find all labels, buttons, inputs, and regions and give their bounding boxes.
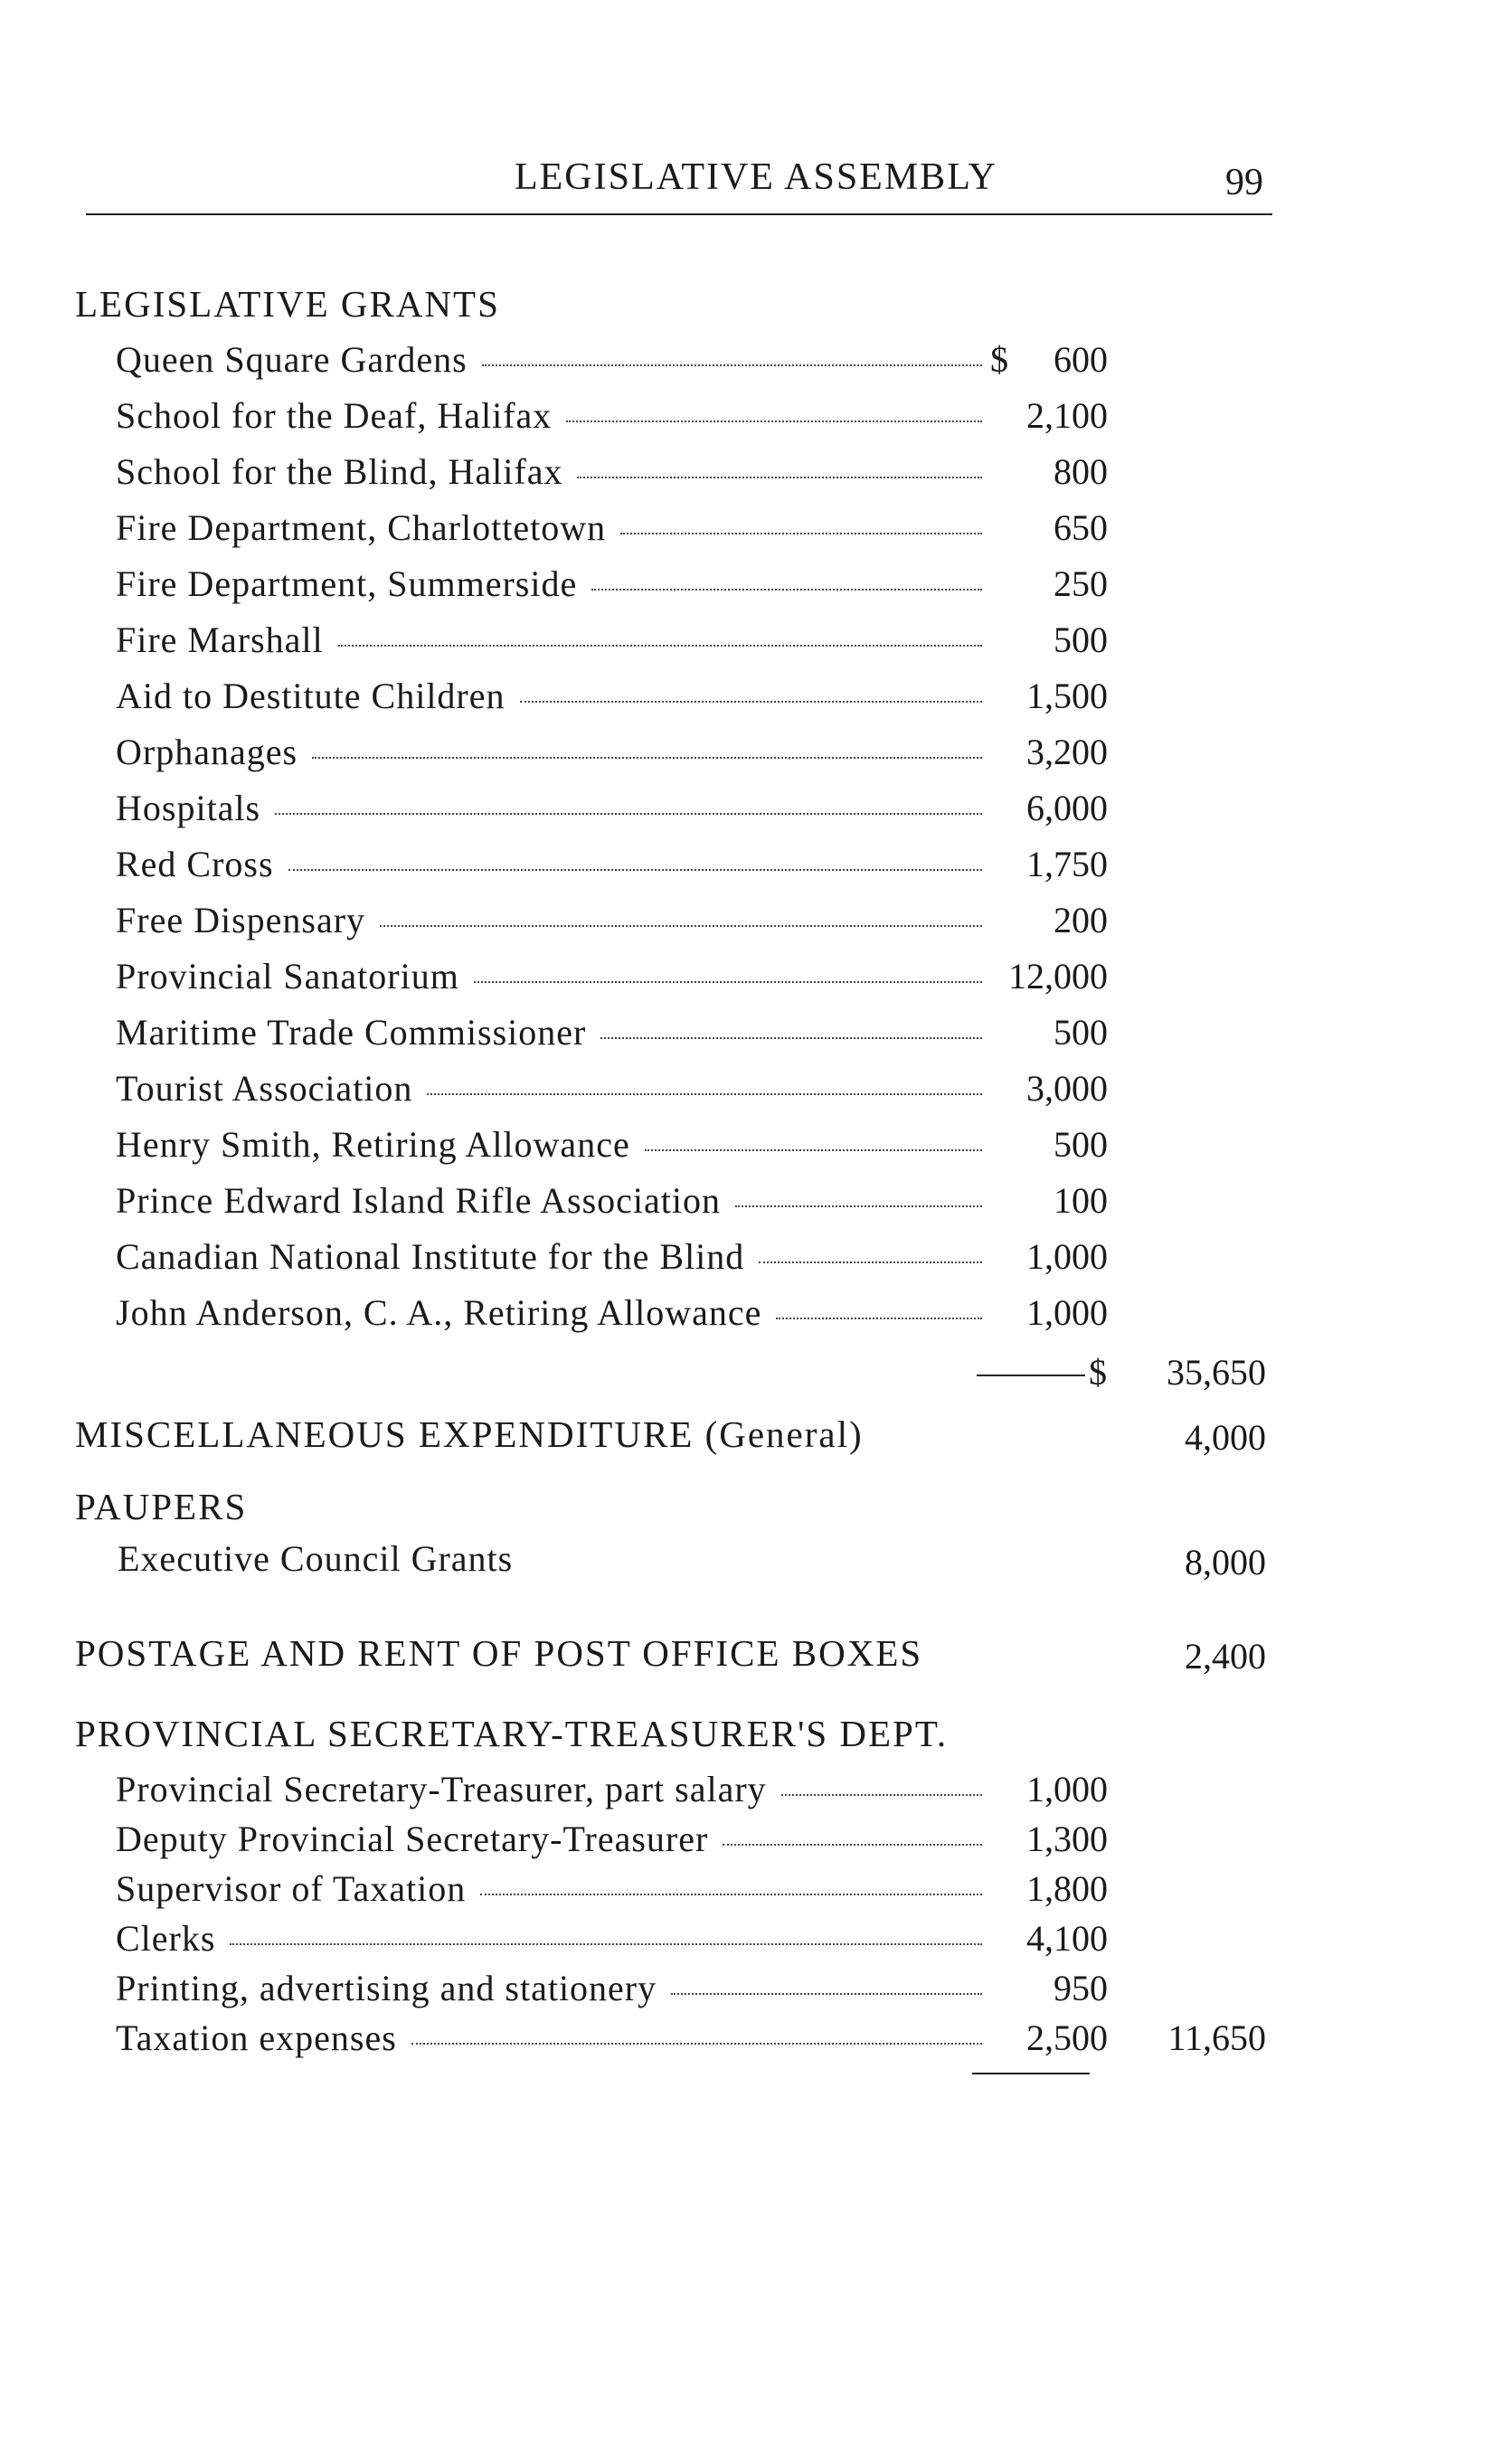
dot-leader [577, 477, 982, 478]
list-item [0, 1123, 1512, 1174]
dollar-sign: $ [990, 339, 1008, 380]
item-label: Aid to Destitute Children [116, 676, 506, 716]
list-item [0, 787, 1512, 837]
page-number: 99 [1225, 162, 1263, 203]
legislative-grants-total: 35,650 [1167, 1352, 1266, 1393]
dot-leader [427, 1093, 982, 1095]
dot-leader [288, 869, 982, 871]
item-label: Henry Smith, Retiring Allowance [116, 1124, 630, 1165]
dot-leader [474, 981, 982, 983]
section-heading-paupers: PAUPERS [75, 1486, 248, 1527]
item-label: Fire Department, Summerside [116, 563, 578, 604]
list-item [0, 1818, 1512, 1868]
list-item [0, 1067, 1512, 1118]
list-item [0, 450, 1512, 501]
list-item [0, 1235, 1512, 1286]
dot-leader [230, 1943, 982, 1945]
dot-leader [312, 757, 982, 759]
postage-total: 2,400 [1185, 1636, 1266, 1677]
item-label: Printing, advertising and stationery [116, 1968, 657, 2008]
item-amount: 2,100 [1026, 395, 1108, 436]
item-label: School for the Blind, Halifax [116, 451, 563, 492]
item-amount: 600 [1054, 339, 1108, 380]
item-label: John Anderson, C. A., Retiring Allowance [116, 1292, 762, 1333]
list-item [0, 2017, 1512, 2067]
list-item [0, 955, 1512, 1006]
item-amount: 3,000 [1026, 1068, 1108, 1109]
item-label: Prince Edward Island Rifle Association [116, 1180, 721, 1221]
list-item [0, 1291, 1512, 1342]
item-amount: 3,200 [1026, 732, 1108, 772]
item-amount: 2,500 [1026, 2017, 1108, 2058]
item-label: Hospitals [116, 788, 261, 828]
list-item [0, 1917, 1512, 1968]
item-amount: 1,300 [1026, 1819, 1108, 1859]
dot-leader [723, 1844, 982, 1846]
list-item [0, 1179, 1512, 1230]
dot-leader [759, 1261, 982, 1263]
item-label: Clerks [116, 1918, 216, 1959]
list-item [0, 394, 1512, 445]
item-label: Deputy Provincial Secretary-Treasurer [116, 1819, 709, 1859]
item-amount: 200 [1054, 900, 1108, 940]
running-header-title: LEGISLATIVE ASSEMBLY [515, 156, 997, 198]
item-label: Fire Department, Charlottetown [116, 507, 607, 548]
list-item [0, 1768, 1512, 1819]
item-amount: 6,000 [1026, 788, 1108, 828]
list-item [0, 338, 1512, 389]
list-item [0, 619, 1512, 669]
header-rule [86, 213, 1272, 215]
item-label: Orphanages [116, 732, 298, 772]
item-amount: 500 [1054, 1012, 1108, 1053]
item-amount: 650 [1054, 507, 1108, 548]
item-amount: 1,750 [1026, 844, 1108, 884]
closing-rule [972, 2073, 1090, 2074]
item-label: Taxation expenses [116, 2017, 397, 2058]
list-item [0, 1967, 1512, 2017]
dot-leader [482, 364, 982, 366]
list-item [0, 731, 1512, 781]
section-heading-postage: POSTAGE AND RENT OF POST OFFICE BOXES [75, 1632, 923, 1674]
item-amount: 250 [1054, 563, 1108, 604]
dot-leader [620, 533, 982, 534]
item-amount: 1,800 [1026, 1868, 1108, 1909]
list-item [0, 562, 1512, 613]
item-label: Fire Marshall [116, 619, 324, 660]
item-amount: 500 [1054, 1124, 1108, 1165]
item-label: Canadian National Institute for the Blind [116, 1236, 745, 1277]
list-item [0, 899, 1512, 950]
dot-leader [275, 813, 982, 815]
dot-leader [671, 1993, 982, 1995]
dot-leader [735, 1205, 982, 1207]
item-amount: 1,500 [1026, 676, 1108, 716]
section-heading-legislative-grants: LEGISLATIVE GRANTS [75, 283, 500, 325]
dot-leader [411, 2043, 982, 2045]
item-amount: 800 [1054, 451, 1108, 492]
dot-leader [566, 420, 982, 422]
item-amount: 950 [1054, 1968, 1108, 2008]
item-amount: 100 [1054, 1180, 1108, 1221]
paupers-total: 8,000 [1185, 1542, 1266, 1583]
item-amount: 1,000 [1026, 1769, 1108, 1809]
list-item [0, 675, 1512, 725]
item-label: Queen Square Gardens [116, 339, 468, 380]
dot-leader [338, 645, 982, 647]
item-label: Free Dispensary [116, 900, 366, 940]
item-amount: 1,000 [1026, 1236, 1108, 1277]
dot-leader [600, 1037, 982, 1039]
dot-leader [781, 1794, 982, 1796]
item-amount: 1,000 [1026, 1292, 1108, 1333]
item-label: Red Cross [116, 844, 274, 884]
item-label: Maritime Trade Commissioner [116, 1012, 587, 1053]
item-label: Provincial Secretary-Treasurer, part salary [116, 1769, 767, 1809]
total-dollar-sign: $ [1089, 1352, 1107, 1393]
list-item [0, 1011, 1512, 1062]
list-item [0, 843, 1512, 893]
dot-leader [520, 701, 982, 703]
list-item [0, 506, 1512, 557]
dot-leader [380, 925, 982, 927]
item-label: Tourist Association [116, 1068, 413, 1109]
dot-leader [776, 1318, 982, 1319]
item-label: School for the Deaf, Halifax [116, 395, 553, 436]
dot-leader [591, 589, 982, 590]
dot-leader [480, 1894, 982, 1895]
item-amount: 12,000 [1008, 956, 1108, 997]
item-amount: 4,100 [1026, 1918, 1108, 1959]
miscellaneous-total: 4,000 [1185, 1417, 1266, 1458]
list-item [0, 1867, 1512, 1918]
item-label: Supervisor of Taxation [116, 1868, 467, 1909]
item-amount: 500 [1054, 619, 1108, 660]
provincial-secretary-total: 11,650 [1167, 2017, 1266, 2058]
section-heading-provincial-secretary: PROVINCIAL SECRETARY-TREASURER'S DEPT. [75, 1713, 949, 1754]
subtotal-rule [977, 1375, 1085, 1376]
section-heading-miscellaneous: MISCELLANEOUS EXPENDITURE (General) [75, 1413, 864, 1455]
paupers-item-label: Executive Council Grants [118, 1538, 514, 1579]
item-label: Provincial Sanatorium [116, 956, 459, 997]
dot-leader [645, 1149, 982, 1151]
